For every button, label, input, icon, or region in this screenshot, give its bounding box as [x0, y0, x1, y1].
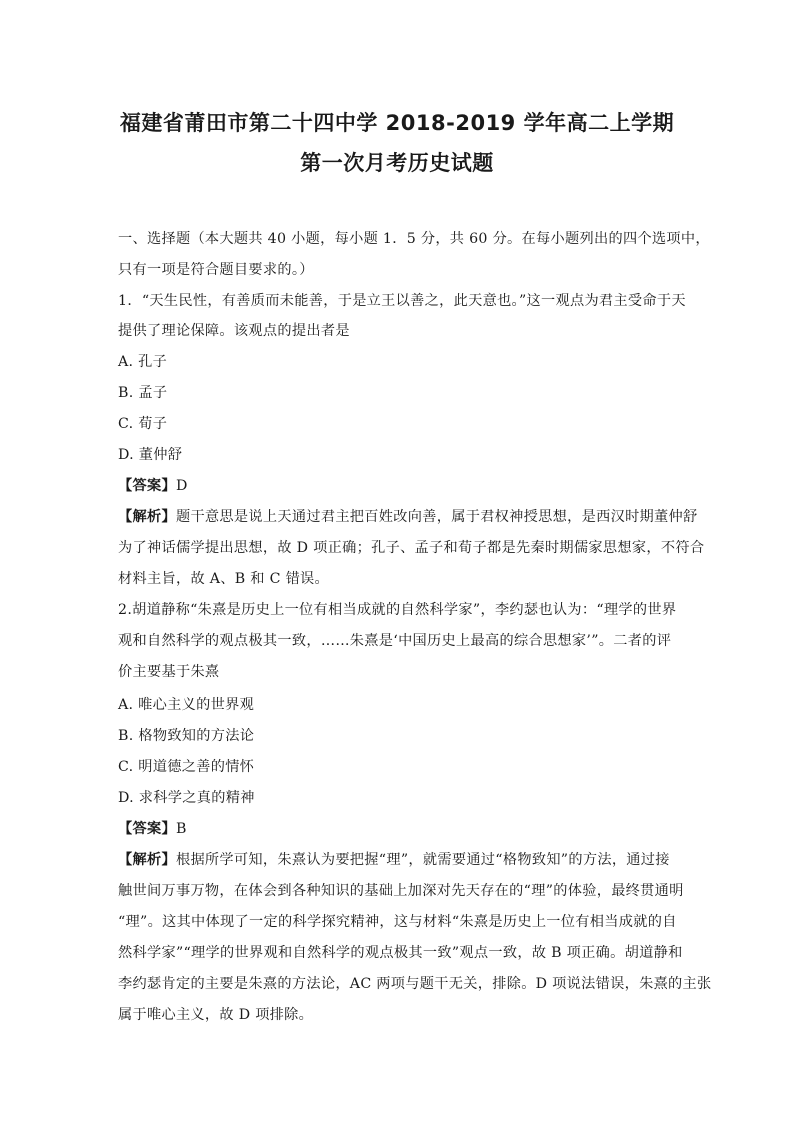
q2-analysis-line2: 触世间万事万物，在体会到各种知识的基础上加深对先天存在的“理”的体验，最终贯通明 [118, 883, 684, 899]
answer-label: 【答案】 [118, 478, 176, 494]
q2-stem-line3: 价主要基于朱熹 [118, 664, 220, 680]
answer-label: 【答案】 [118, 821, 176, 837]
analysis-label: 【解析】 [118, 509, 176, 525]
q2-option-d: D. 求科学之真的精神 [118, 790, 255, 806]
q1-answer [118, 476, 678, 496]
q2-option-a: A. 唯心主义的世界观 [118, 697, 255, 713]
q2-analysis-line4: 然科学家”“理学的世界观和自然科学的观点极其一致”观点一致，故 B 项正确。胡道静和 [118, 945, 683, 961]
q2-option-c: C. 明道德之善的情怀 [118, 759, 255, 775]
q2-analysis-line1 [118, 850, 678, 870]
q2-analysis-text: 根据所学可知，朱熹认为要把握“理”，就需要通过“格物致知”的方法，通过接 [175, 852, 670, 868]
q1-analysis-text: 题干意思是说上天通过君主把百姓改向善，属于君权神授思想，是西汉时期董仲舒 [175, 509, 698, 525]
q1-option-d: D. 董仲舒 [118, 447, 183, 463]
section-heading-line1: 一、选择题（本大题共 40 小题，每小题 1．5 分，共 60 分。在每小题列出的四个选项中， [118, 231, 710, 247]
q1-option-b: B. 孟子 [118, 385, 168, 401]
q2-stem-line2: 观和自然科学的观点极其一致，……朱熹是‘中国历史上最高的综合思想家’”。二者的评 [118, 633, 672, 649]
q1-option-a: A. 孔子 [118, 354, 168, 370]
q1-analysis-line2: 为了神话儒学提出思想，故 D 项正确；孔子、孟子和荀子都是先秦时期儒家思想家，不符合 [118, 540, 705, 556]
document-title-line2: 第一次月考历史试题 [300, 151, 494, 175]
q1-analysis-line1 [118, 507, 698, 527]
q1-answer-value: D [175, 478, 188, 494]
q1-stem-line1: 1．“天生民性，有善质而未能善，于是立王以善之，此天意也。”这一观点为君主受命于天 [118, 293, 686, 309]
q2-analysis-line3: “理”。这其中体现了一定的科学探究精神，这与材料“朱熹是历史上一位有相当成就的自 [118, 914, 677, 930]
q1-option-c: C. 荀子 [118, 416, 168, 432]
analysis-label: 【解析】 [118, 852, 176, 868]
q2-option-b: B. 格物致知的方法论 [118, 728, 255, 744]
q2-analysis-line5: 李约瑟肯定的主要是朱熹的方法论，AC 两项与题干无关，排除。D 项说法错误，朱熹的主张 [118, 976, 712, 992]
section-heading-line2: 只有一项是符合题目要求的。） [118, 262, 314, 278]
q2-answer [118, 819, 678, 839]
q2-stem-line1: 2.胡道静称“朱熹是历史上一位有相当成就的自然科学家”，李约瑟也认为：“理学的世界 [118, 602, 677, 618]
q1-stem-line2: 提供了理论保障。该观点的提出者是 [118, 323, 350, 339]
q2-analysis-line6: 属于唯心主义，故 D 项排除。 [118, 1007, 314, 1023]
q1-analysis-line3: 材料主旨，故 A、B 和 C 错误。 [118, 571, 330, 587]
document-title-line1: 福建省莆田市第二十四中学 2018-2019 学年高二上学期 [119, 111, 675, 135]
q2-answer-value: B [175, 821, 187, 837]
